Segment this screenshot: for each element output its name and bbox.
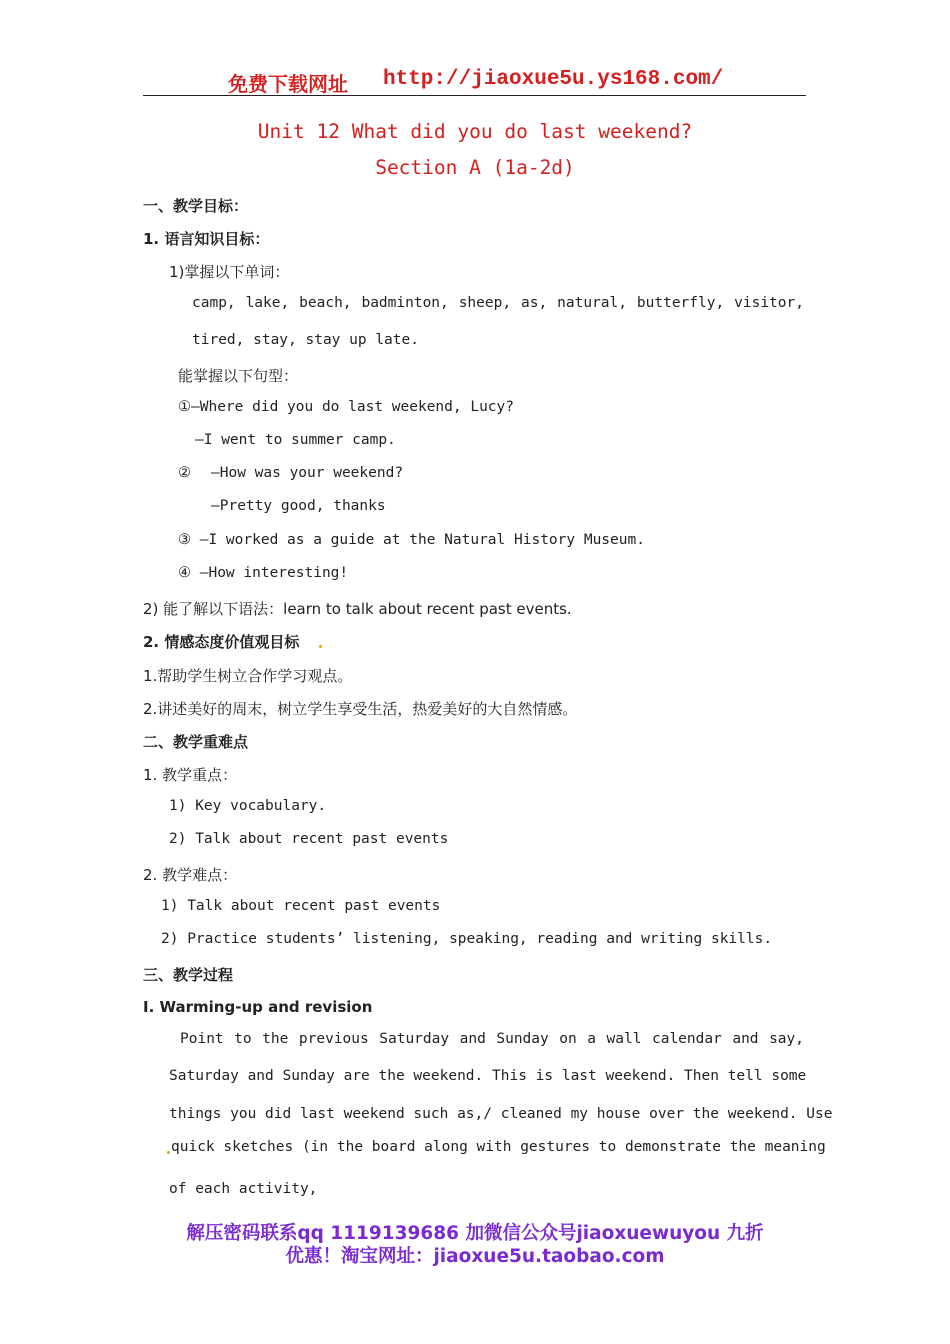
stray-dot — [167, 1151, 170, 1154]
stray-dot — [319, 645, 322, 648]
paragraph-line-3: things you did last weekend such as,/ cleaned my house over the weekend. Use — [169, 1106, 833, 1122]
vocab-intro: 1)掌握以下单词： — [169, 263, 290, 281]
vocab-word: butterfly, — [636, 295, 725, 311]
vocab-word: natural, — [557, 295, 627, 311]
section-2-heading: 二、教学重难点 — [143, 733, 249, 751]
section-3-heading: 三、教学过程 — [143, 966, 234, 984]
emotion-goal-1: 1.帮助学生树立合作学习观点。 — [143, 667, 353, 685]
difficult-points-heading: 2. 教学难点： — [143, 866, 238, 884]
doc-subtitle: Section A (1a-2d) — [375, 156, 575, 179]
sentence-2b: —Pretty good, thanks — [211, 498, 386, 514]
footer-line-2: 优惠！淘宝网址：jiaoxue5u.taobao.com — [285, 1246, 665, 1267]
key-points-heading: 1. 教学重点： — [143, 766, 238, 784]
section-1-2-heading: 2. 情感态度价值观目标 — [143, 633, 300, 651]
vocab-line-1 — [192, 295, 804, 311]
footer-line-1: 解压密码联系qq 1119139686 加微信公众号jiaoxuewuyou 九折 — [186, 1223, 764, 1244]
sentence-1a: ①—Where did you do last weekend, Lucy? — [178, 399, 514, 415]
vocab-word: visitor, — [734, 295, 804, 311]
vocab-word: beach, — [299, 295, 352, 311]
difficult-point-2: 2) Practice students’ listening, speaking, reading and writing skills. — [161, 931, 773, 947]
sentences-intro: 能掌握以下句型： — [178, 367, 299, 385]
sentence-3: ③ —I worked as a guide at the Natural History Museum. — [178, 532, 645, 548]
paragraph-line-1: Point to the previous Saturday and Sunday on a wall calendar and say, — [180, 1031, 804, 1047]
header-label: 免费下载网址 — [228, 72, 348, 96]
paragraph-line-5: of each activity, — [169, 1181, 318, 1197]
sentence-1b: —I went to summer camp. — [195, 432, 396, 448]
grammar-line: 2) 能了解以下语法：learn to talk about recent past events. — [143, 600, 572, 618]
section-1-heading: 一、教学目标： — [143, 197, 249, 215]
header-url-link[interactable]: http://jiaoxue5u.ys168.com/ — [383, 68, 724, 91]
difficult-point-1: 1) Talk about recent past events — [161, 898, 441, 914]
sentence-2-number: ② — [178, 465, 191, 481]
vocab-word: sheep, — [458, 295, 512, 311]
section-1-1-heading: 1. 语言知识目标： — [143, 230, 270, 248]
doc-title: Unit 12 What did you do last weekend? — [257, 120, 693, 143]
sentence-4: ④ —How interesting! — [178, 565, 349, 581]
vocab-word: camp, — [192, 295, 236, 311]
header-rule — [143, 95, 806, 96]
paragraph-line-4: quick sketches (in the board along with gestures to demonstrate the meaning — [171, 1139, 826, 1155]
vocab-word: badminton, — [361, 295, 449, 311]
key-point-2: 2) Talk about recent past events — [169, 831, 449, 847]
vocab-line-2: tired, stay, stay up late. — [192, 332, 419, 348]
sentence-2a: —How was your weekend? — [211, 465, 404, 481]
emotion-goal-2: 2.讲述美好的周末，树立学生享受生活，热爱美好的大自然情感。 — [143, 700, 578, 718]
warmup-heading: Ⅰ. Warming-up and revision — [143, 998, 373, 1016]
key-point-1: 1) Key vocabulary. — [169, 798, 327, 814]
vocab-word: as, — [521, 295, 548, 311]
vocab-word: lake, — [245, 295, 290, 311]
paragraph-line-2: Saturday and Sunday are the weekend. This is last weekend. Then tell some — [169, 1068, 807, 1084]
